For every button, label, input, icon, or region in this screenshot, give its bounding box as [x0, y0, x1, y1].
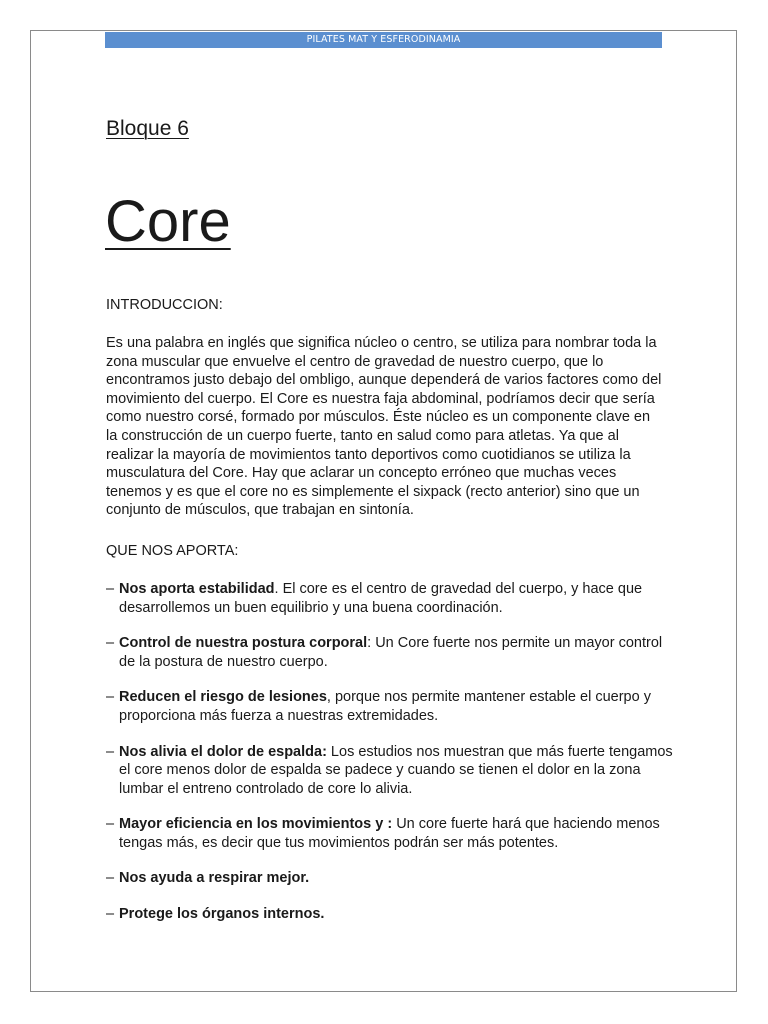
benefit-text: , porque nos permite mantener estable el cuerpo y proporciona más fuerza a nuestras extremidades.	[119, 689, 651, 724]
dash-bullet: –	[106, 635, 115, 652]
benefit-title: Mayor eficiencia en los movimientos y :	[119, 816, 393, 833]
dash-bullet: –	[106, 743, 115, 760]
benefit-title: Control de nuestra postura corporal	[119, 635, 368, 652]
intro-heading: INTRODUCCION:	[106, 297, 223, 313]
benefit-text: : Un Core fuerte nos permite un mayor control de la postura de nuestro cuerpo.	[119, 635, 663, 670]
list-item	[106, 634, 675, 671]
benefit-title: Nos aporta estabilidad	[119, 580, 275, 597]
list-item	[106, 743, 675, 799]
document-content	[105, 116, 673, 941]
benefits-heading: QUE NOS APORTA:	[106, 542, 239, 559]
list-item	[106, 688, 675, 725]
page-title: Core	[105, 189, 231, 254]
dash-bullet: –	[106, 870, 115, 887]
benefit-text: Los estudios nos muestran que más fuerte tengamos el core menos dolor de espalda se padece y cuando se tienen el dolor en la zona lumbar el entreno controlado de core lo alivia.	[119, 743, 673, 797]
list-item	[106, 905, 675, 924]
benefit-title: Nos alivia el dolor de espalda:	[119, 743, 327, 760]
list-item	[106, 869, 675, 888]
benefit-title: Nos ayuda a respirar mejor.	[119, 870, 310, 887]
dash-bullet: –	[106, 580, 115, 597]
block-label: Bloque 6	[106, 117, 189, 140]
dash-bullet: –	[106, 816, 115, 833]
benefit-text: . El core es el centro de gravedad del cuerpo, y hace que desarrollemos un buen equilibrio y una buena coordinación.	[119, 580, 643, 616]
list-item	[106, 815, 675, 852]
list-item	[106, 580, 675, 617]
benefit-text: Un core fuerte hará que haciendo menos tengas más, es decir que tus movimientos podrán ser más potentes.	[119, 816, 660, 851]
intro-paragraph: Es una palabra en inglés que significa núcleo o centro, se utiliza para nombrar toda la zona muscular que envuelve el centro de gravedad de nuestro cuerpo, que lo encontramos justo debajo del ombligo, aunque dependerá de varios factores como del movimiento del cuerpo. El Core es nuestra faja abdominal, podríamos decir que sería como nuestro corsé, formado por músculos. Éste núcleo es un componente clave en la construcción de un cuerpo fuerte, tanto en salud como para atletas. Ya que al realizar la mayoría de movimientos tanto deportivos como cuotidianos se utiliza la musculatura del Core. Hay que aclarar un concepto erróneo que muchas veces tenemos y es que el core no es simplemente el sixpack (recto anterior) sino que un conjunto de músculos, que trabajan en sintonía.	[106, 335, 662, 519]
benefit-title: Reducen el riesgo de lesiones	[119, 689, 327, 706]
benefit-title: Protege los órganos internos.	[119, 906, 325, 923]
running-header: PILATES MAT Y ESFERODINAMIA	[105, 32, 662, 48]
dash-bullet: –	[106, 689, 115, 706]
dash-bullet: –	[106, 906, 115, 923]
benefits-list	[106, 580, 673, 924]
